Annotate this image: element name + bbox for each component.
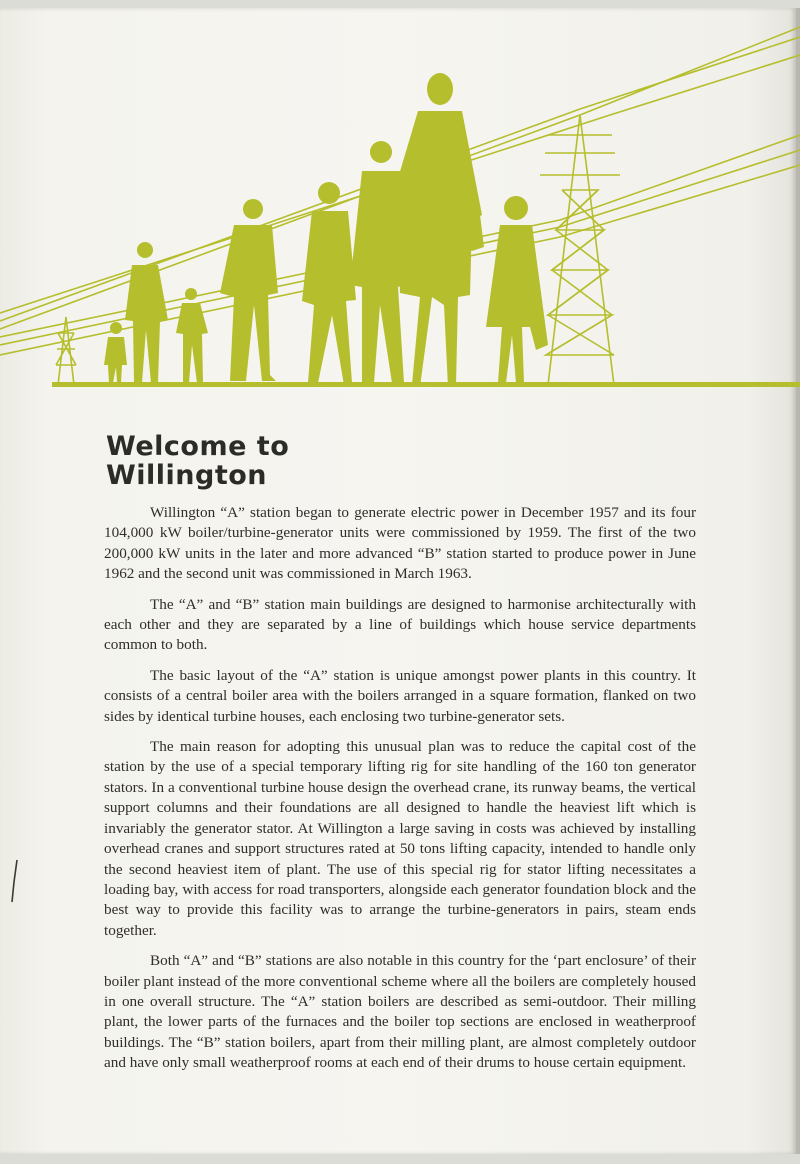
title-line-1: Welcome to (106, 431, 290, 462)
title-line-2: Willington (106, 460, 268, 491)
people-walking-pylons-illustration (0, 15, 800, 395)
body-text (104, 503, 696, 1084)
paragraph: The basic layout of the “A” station is unique amongst power plants in this country. It consists of a central boiler area with the boilers arranged in a square formation, flanked on two sides by identical turbine houses, each enclosing two turbine-generator sets. (104, 666, 696, 725)
paragraph: Willington “A” station began to generate electric power in December 1957 and its four 104,000 kW boiler/turbine-generator units were commissioned by 1959. The first of the two 200,000 kW units in the later and more advanced “B” station started to produce power in June 1962 and the second unit was commissioned in March 1963. (104, 504, 696, 583)
paragraph: The main reason for adopting this unusual plan was to reduce the capital cost of the station by the use of a special temporary lifting rig for site handling of the 160 ton generator stators. In a conventional turbine house design the overhead crane, its runway beams, the vertical support columns and their foundations are all designed to handle the heaviest lift which is invariably the generator stator. At Willington a large saving in costs was achieved by installing overhead cranes and support structures rated at 50 tons lifting capacity, intended to handle only the second heaviest item of plant. The use of this special rig for stator lifting necessitates a loading bay, with access for road transporters, alongside each generator foundation block and the best way to provide this facility was to arrange the turbine-generators in pairs, steam ends together. (104, 738, 696, 939)
paragraph: The “A” and “B” station main buildings are designed to harmonise architecturally with each other and they are separated by a line of buildings which house service departments common to both. (104, 595, 696, 654)
paragraph: Both “A” and “B” stations are also notable in this country for the ‘part enclosure’ of their boiler plant instead of the more conventional scheme where all the boilers are completely housed in one overall structure. The “A” station boilers are described as semi-outdoor. Their milling plant, the lower parts of the furnaces and the boiler top sections are enclosed in weatherproof buildings. The “B” station boilers, apart from their milling plant, are almost completely outdoor and have only small weatherproof rooms at each end of their drums to house certain equipment. (104, 952, 696, 1072)
pen-mark-decoration (8, 858, 20, 904)
page-title (106, 432, 289, 490)
